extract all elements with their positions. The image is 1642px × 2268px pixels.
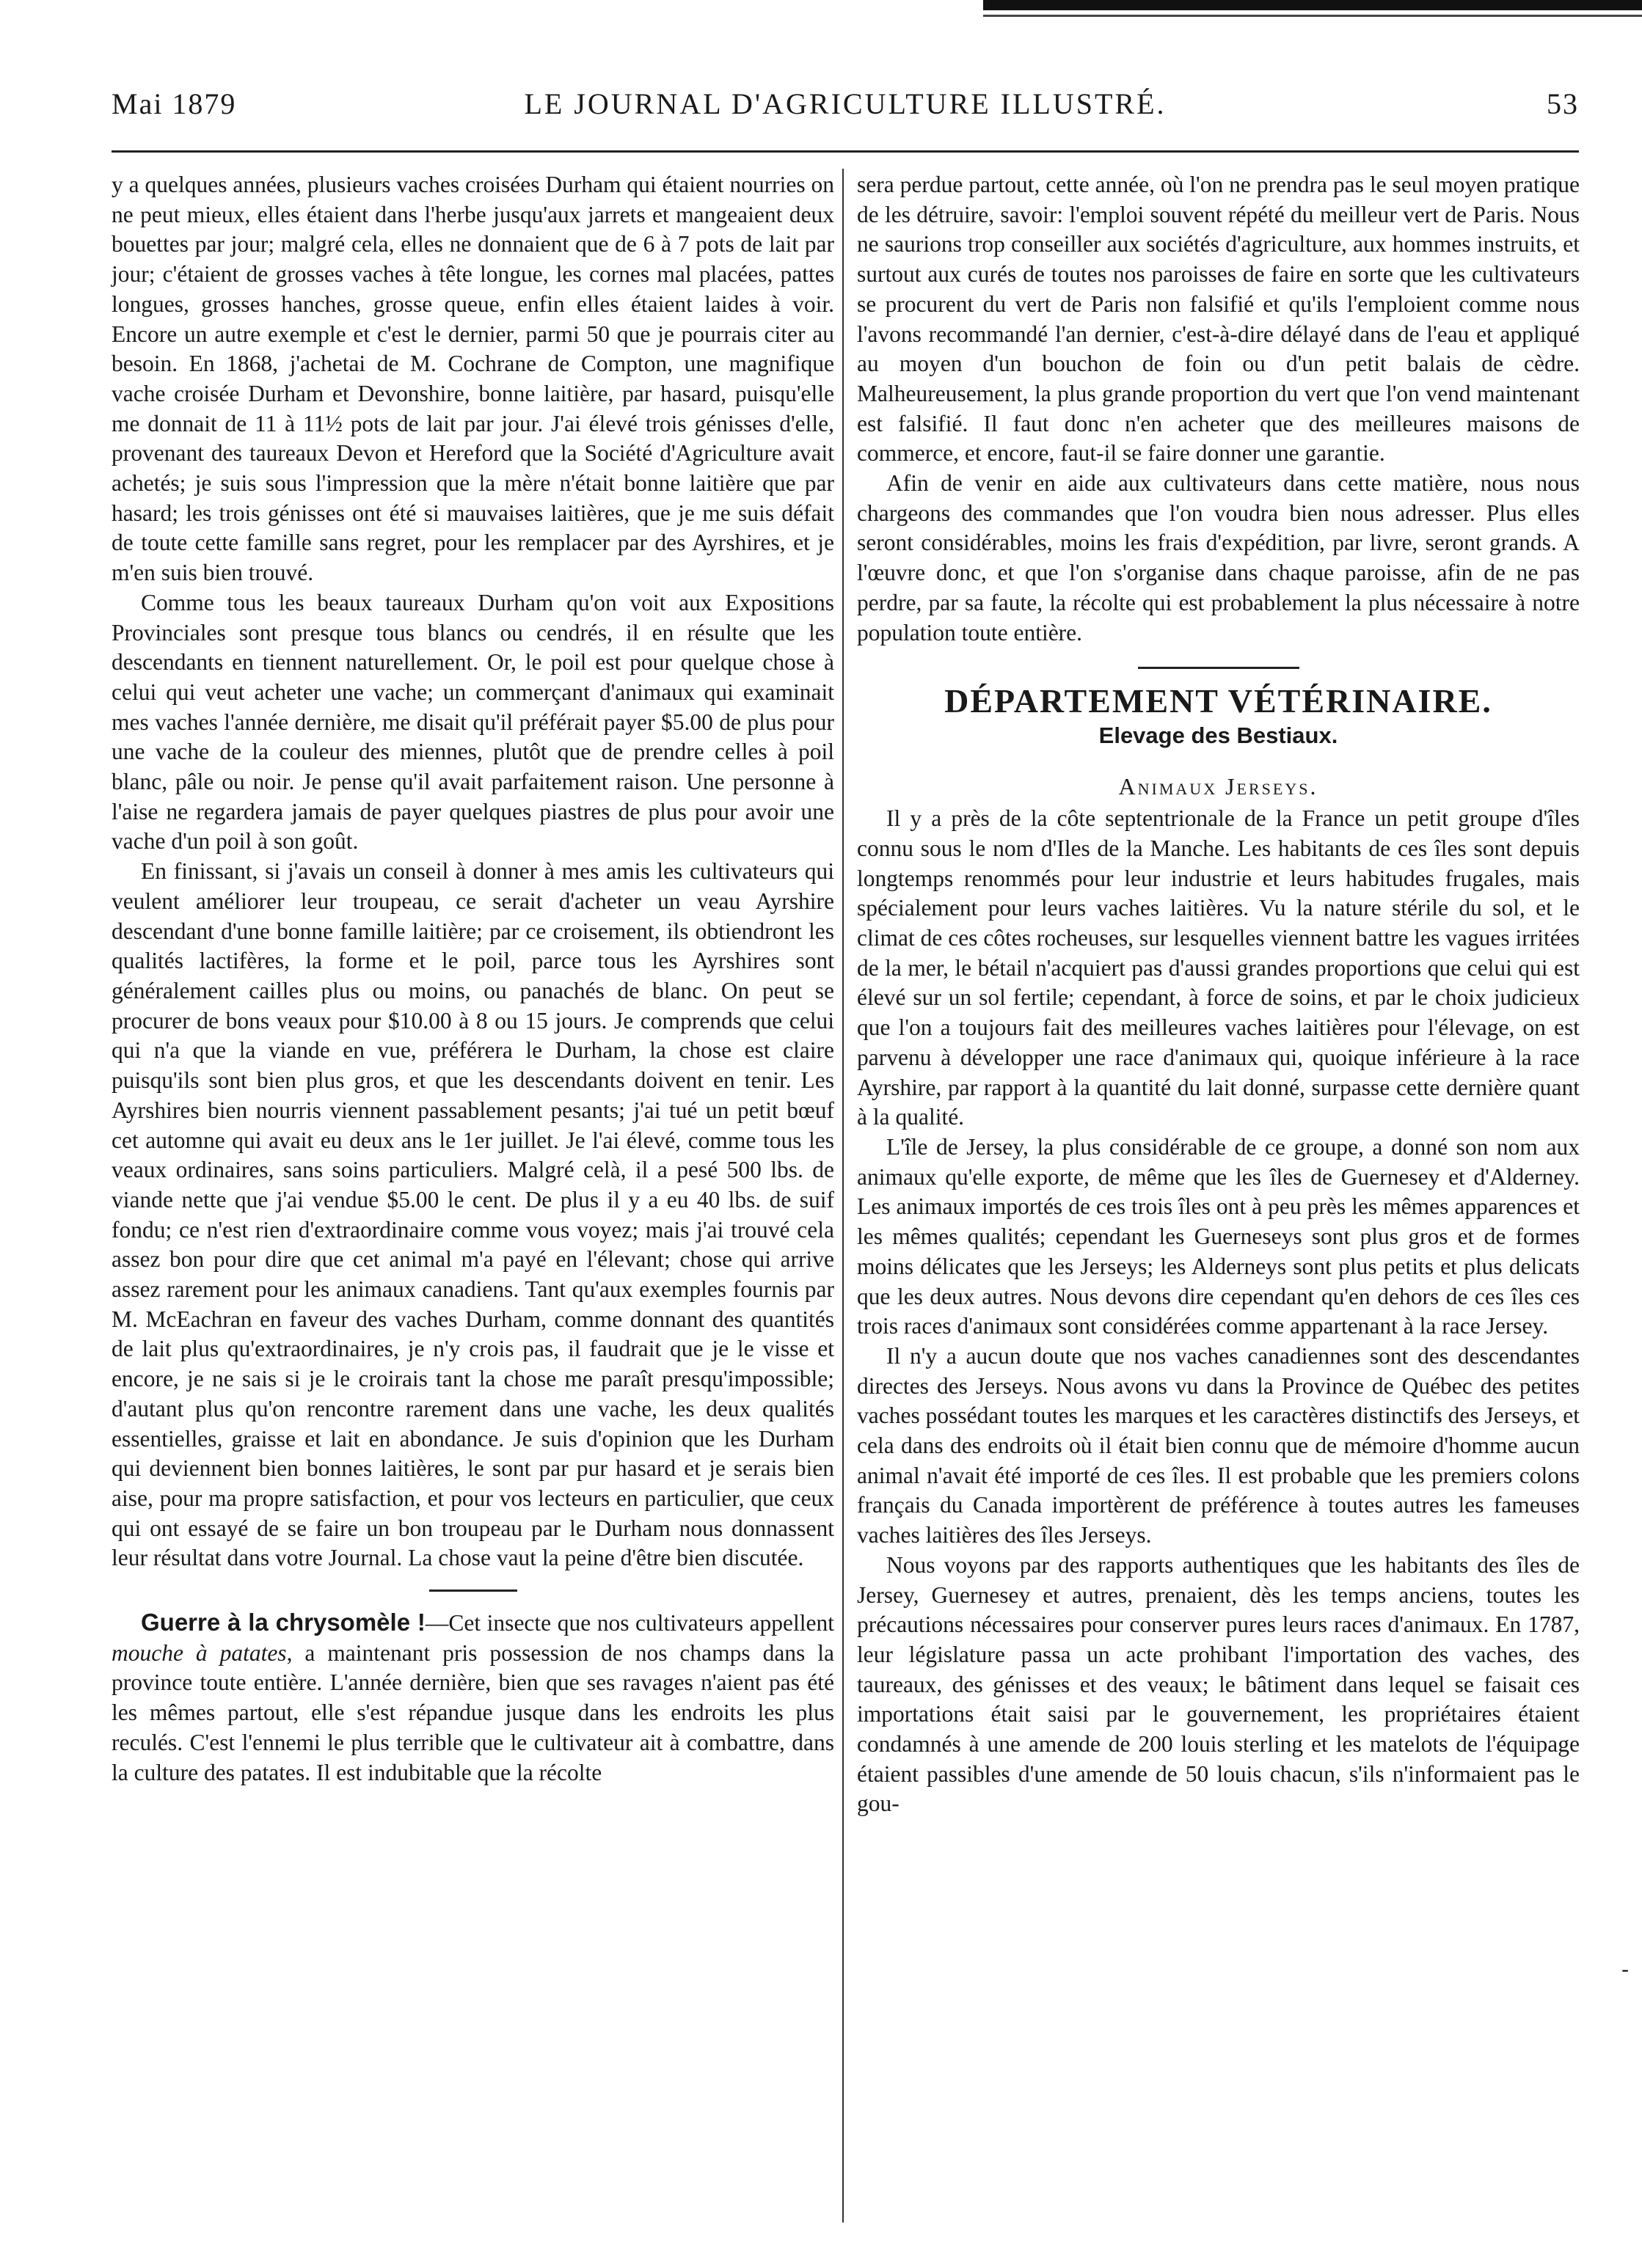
paragraph: L'île de Jersey, la plus considérable de ce groupe, a donné son nom aux animaux qu'elle exporte, de même que les îles de Guernesey et d'Alderney. Les animaux importés de ces trois îles ont à peu près les mêmes apparences et les mêmes qualités; cependant les Guerneseys sont plus gros et de formes moins délicates que les Jerseys; les Alderneys sont plus petits et plus delicats que les deux autres. Nous devons dire cependant qu'en dehors de ces îles ces trois races d'animaux sont considérées comme appartenant à la race Jersey.	[857, 1133, 1580, 1339]
margin-mark: -	[1621, 1957, 1630, 1983]
paragraph: y a quelques années, plusieurs vaches croisées Durham qui étaient nourries on ne peut mieux, elles étaient dans l'herbe jusqu'aux jarrets et mangeaient deux bouettes par jour; malgré cela, elles ne donnaient que de 6 à 7 pots de lait par jour; c'étaient de grosses vaches à tête longue, les cornes mal placées, pattes longues, grosses hanches, grosse queue, enfin elles étaient laides à voir. Encore un autre exemple et c'est le dernier, parmi 50 que je pourrais citer au besoin. En 1868, j'achetai de M. Cochrane de Compton, une magnifique vache croisée Durham et Devonshire, bonne laitière, par hasard, puisqu'elle me donnait de 11 à 11½ pots de lait par jour. J'ai élevé trois génisses d'elle, provenant des taureaux Devon et Hereford que la Société d'Agriculture avait achetés; je suis sous l'impression que la mère n'était bonne laitière que par hasard; les trois génisses ont été si mauvaises laitières, que je me suis défait de toute cette famille sans regret, pour les remplacer par des Ayrshires, et je m'en suis bien trouvé.	[112, 172, 834, 586]
article-subheading: Animaux Jerseys.	[1118, 773, 1318, 800]
paragraph: Comme tous les beaux taureaux Durham qu'on voit aux Expositions Provinciales sont presque tous blancs ou cendrés, il en résulte que les descendants en tiennent naturellement. Or, le poil est pour quelque chose à celui qui veut acheter une vache; un commerçant d'animaux qui examinait mes vaches l'année dernière, me disait qu'il préférait payer $5.00 de plus pour une vache de la couleur des miennes, plutôt que de prendre celles à poil blanc, pâle ou noir. Je pense qu'il avait parfaitement raison. Une personne à l'aise ne regardera jamais de payer quelques piastres de plus pour avoir une vache d'un poil à son goût.	[112, 589, 834, 855]
article-lead-title: Guerre à la chrysomèle !	[141, 1609, 426, 1636]
journal-title: LE JOURNAL D'AGRICULTURE ILLUSTRÉ.	[524, 87, 1167, 120]
paragraph-chrysomele	[112, 1608, 834, 1788]
header-rule	[112, 150, 1579, 153]
paragraph-text: , a maintenant pris possession de nos champs dans la province toute entière. L'année dernière, bien que ses ravages n'aient pas été les mêmes partout, elle s'est répandue jusque dans les endroits les plus reculés. C'est l'ennemi le plus terrible que le cultivateur ait à combattre, dans la culture des patates. Il est indubitable que la récolte	[112, 1639, 834, 1785]
paragraph: Il n'y a aucun doute que nos vaches canadiennes sont des descendantes directes des Jerseys. Nous avons vu dans la Province de Québec des petites vaches possédant toutes les marques et les caractères distinctifs des Jerseys, et cela dans des endroits où il était bien connu que de mémoire d'homme aucun animal n'avait été importé de ces îles. Il est probable que les premiers colons français du Canada importèrent de préférence à toutes autres les fameuses vaches laitières des îles Jerseys.	[857, 1342, 1580, 1548]
top-border-bar	[983, 0, 1642, 10]
section-subtitle: Elevage des Bestiaux.	[1098, 723, 1338, 749]
page-header	[112, 87, 1579, 138]
column-divider	[842, 169, 844, 2223]
paragraph-text: —Cet insecte que nos cultivateurs appellent	[425, 1610, 834, 1636]
section-separator	[1138, 667, 1299, 669]
right-column	[857, 170, 1580, 1819]
section-title: DÉPARTEMENT VÉTÉRINAIRE.	[944, 682, 1492, 720]
paragraph: Il y a près de la côte septentrionale de la France un petit groupe d'îles connu sous le nom d'Iles de la Manche. Les habitants de ces îles sont depuis longtemps renommés pour leur industrie et leurs habitudes frugales, mais spécialement pour leurs vaches laitières. Vu la nature stérile du sol, et le climat de ces côtes rocheuses, sur lesquelles viennent battre les vagues irritées de la mer, le bétail n'acquiert pas d'aussi grandes proportions que celui qui est élevé sur un sol fertile; cependant, à force de soins, et par le choix judicieux que l'on a toujours fait des meilleures vaches laitières pour l'élevage, on est parvenu à développer une race d'animaux qui, quoique inférieure à la race Ayrshire, par rapport à la quantité du lait donné, surpasse cette dernière quant à la qualité.	[857, 805, 1580, 1130]
page-number: 53	[1547, 87, 1579, 120]
paragraph: Nous voyons par des rapports authentiques que les habitants des îles de Jersey, Guernesey et autres, prenaient, dès les temps anciens, toutes les précautions nécessaires pour conserver pures leurs races d'animaux. En 1787, leur législature passa un acte prohibant l'importation des vaches, des taureaux, des génisses et des veaux; le bâtiment dans lequel se faisait ces importations était saisi par le gouvernement, les propriétaires étaient condamnés à une amende de 200 louis sterling et les matelots de l'équipage étaient passibles d'une amende de 50 louis chacun, s'ils n'informaient pas le gou-	[857, 1551, 1580, 1817]
italic-term: mouche à patates	[112, 1639, 287, 1666]
paragraph: Afin de venir en aide aux cultivateurs dans cette matière, nous nous chargeons des commandes que l'on voudra bien nous adresser. Plus elles seront considérables, moins les frais d'expédition, par livre, seront grands. A l'œuvre donc, et que l'on s'organise dans chaque paroisse, afin de ne pas perdre, par sa faute, la récolte qui est probablement la plus nécessaire à notre population toute entière.	[857, 470, 1580, 645]
top-border-thin-bar	[983, 15, 1642, 17]
paragraph: sera perdue partout, cette année, où l'on ne prendra pas le seul moyen pratique de les détruire, savoir: l'emploi souvent répété du meilleur vert de Paris. Nous ne saurions trop conseiller aux sociétés d'agriculture, aux hommes instruits, et surtout aux curés de toutes nos paroisses de faire en sorte que les cultivateurs se procurent du vert de Paris non falsifié et qu'ils l'emploient comme nous l'avons recommandé l'an dernier, c'est-à-dire délayé dans de l'eau et appliqué au moyen d'un bouchon de foin ou d'un petit balais de cèdre. Malheureusement, la plus grande proportion du vert que l'on vend maintenant est falsifié. Il faut donc n'en acheter que des meilleures maisons de commerce, et encore, faut-il se faire donner une garantie.	[857, 172, 1580, 467]
issue-date: Mai 1879	[112, 87, 237, 120]
paragraph: En finissant, si j'avais un conseil à donner à mes amis les cultivateurs qui veulent améliorer leur troupeau, ce serait d'acheter un veau Ayrshire descendant d'une bonne famille laitière; par ce croisement, ils obtiendront les qualités lactifères, la forme et le poil, parce tous les Ayrshires sont généralement cailles plus ou moins, ou panachés de blanc. On peut se procurer de bons veaux pour $10.00 à 8 ou 15 jours. Je comprends que celui qui n'a que la viande en vue, préférera le Durham, la chose est claire puisqu'ils sont bien plus gros, et que les descendants doivent en tenir. Les Ayrshires bien nourris viennent passablement pesants; j'ai tué un petit bœuf cet automne qui avait eu deux ans le 1er juillet. Je l'ai élevé, comme tous les veaux ordinaires, sans soins particuliers. Malgré celà, il a pesé 500 lbs. de viande nette que j'ai vendue $5.00 le cent. De plus il y a eu 40 lbs. de suif fondu; ce n'est rien d'extraordinaire comme vous voyez; mais j'ai trouvé cela assez bon pour dire que cet animal m'a payé en l'élevant; chose qui arrive assez rarement pour les animaux canadiens. Tant qu'aux exemples fournis par M. McEachran en faveur des vaches Durham, comme donnant des quantités de lait plus qu'extraordinaires, je n'y crois pas, il faudrait que je le visse et encore, je ne sais si je le croirais tant la chose me paraît presqu'impossible; d'autant plus qu'on rencontre rarement dans une vache, les deux qualités essentielles, graisse et lait en abondance. Je suis d'opinion que les Durham qui deviennent bien bonnes laitières, le sont par pur hasard et je serais bien aise, pour ma propre satisfaction, et pour vos lecteurs en particulier, que ceux qui ont essayé de se faire un bon troupeau par le Durham nous donnassent leur résultat dans votre Journal. La chose vaut la peine d'être bien discutée.	[112, 858, 834, 1571]
left-column	[112, 170, 834, 1788]
section-separator	[429, 1590, 517, 1592]
